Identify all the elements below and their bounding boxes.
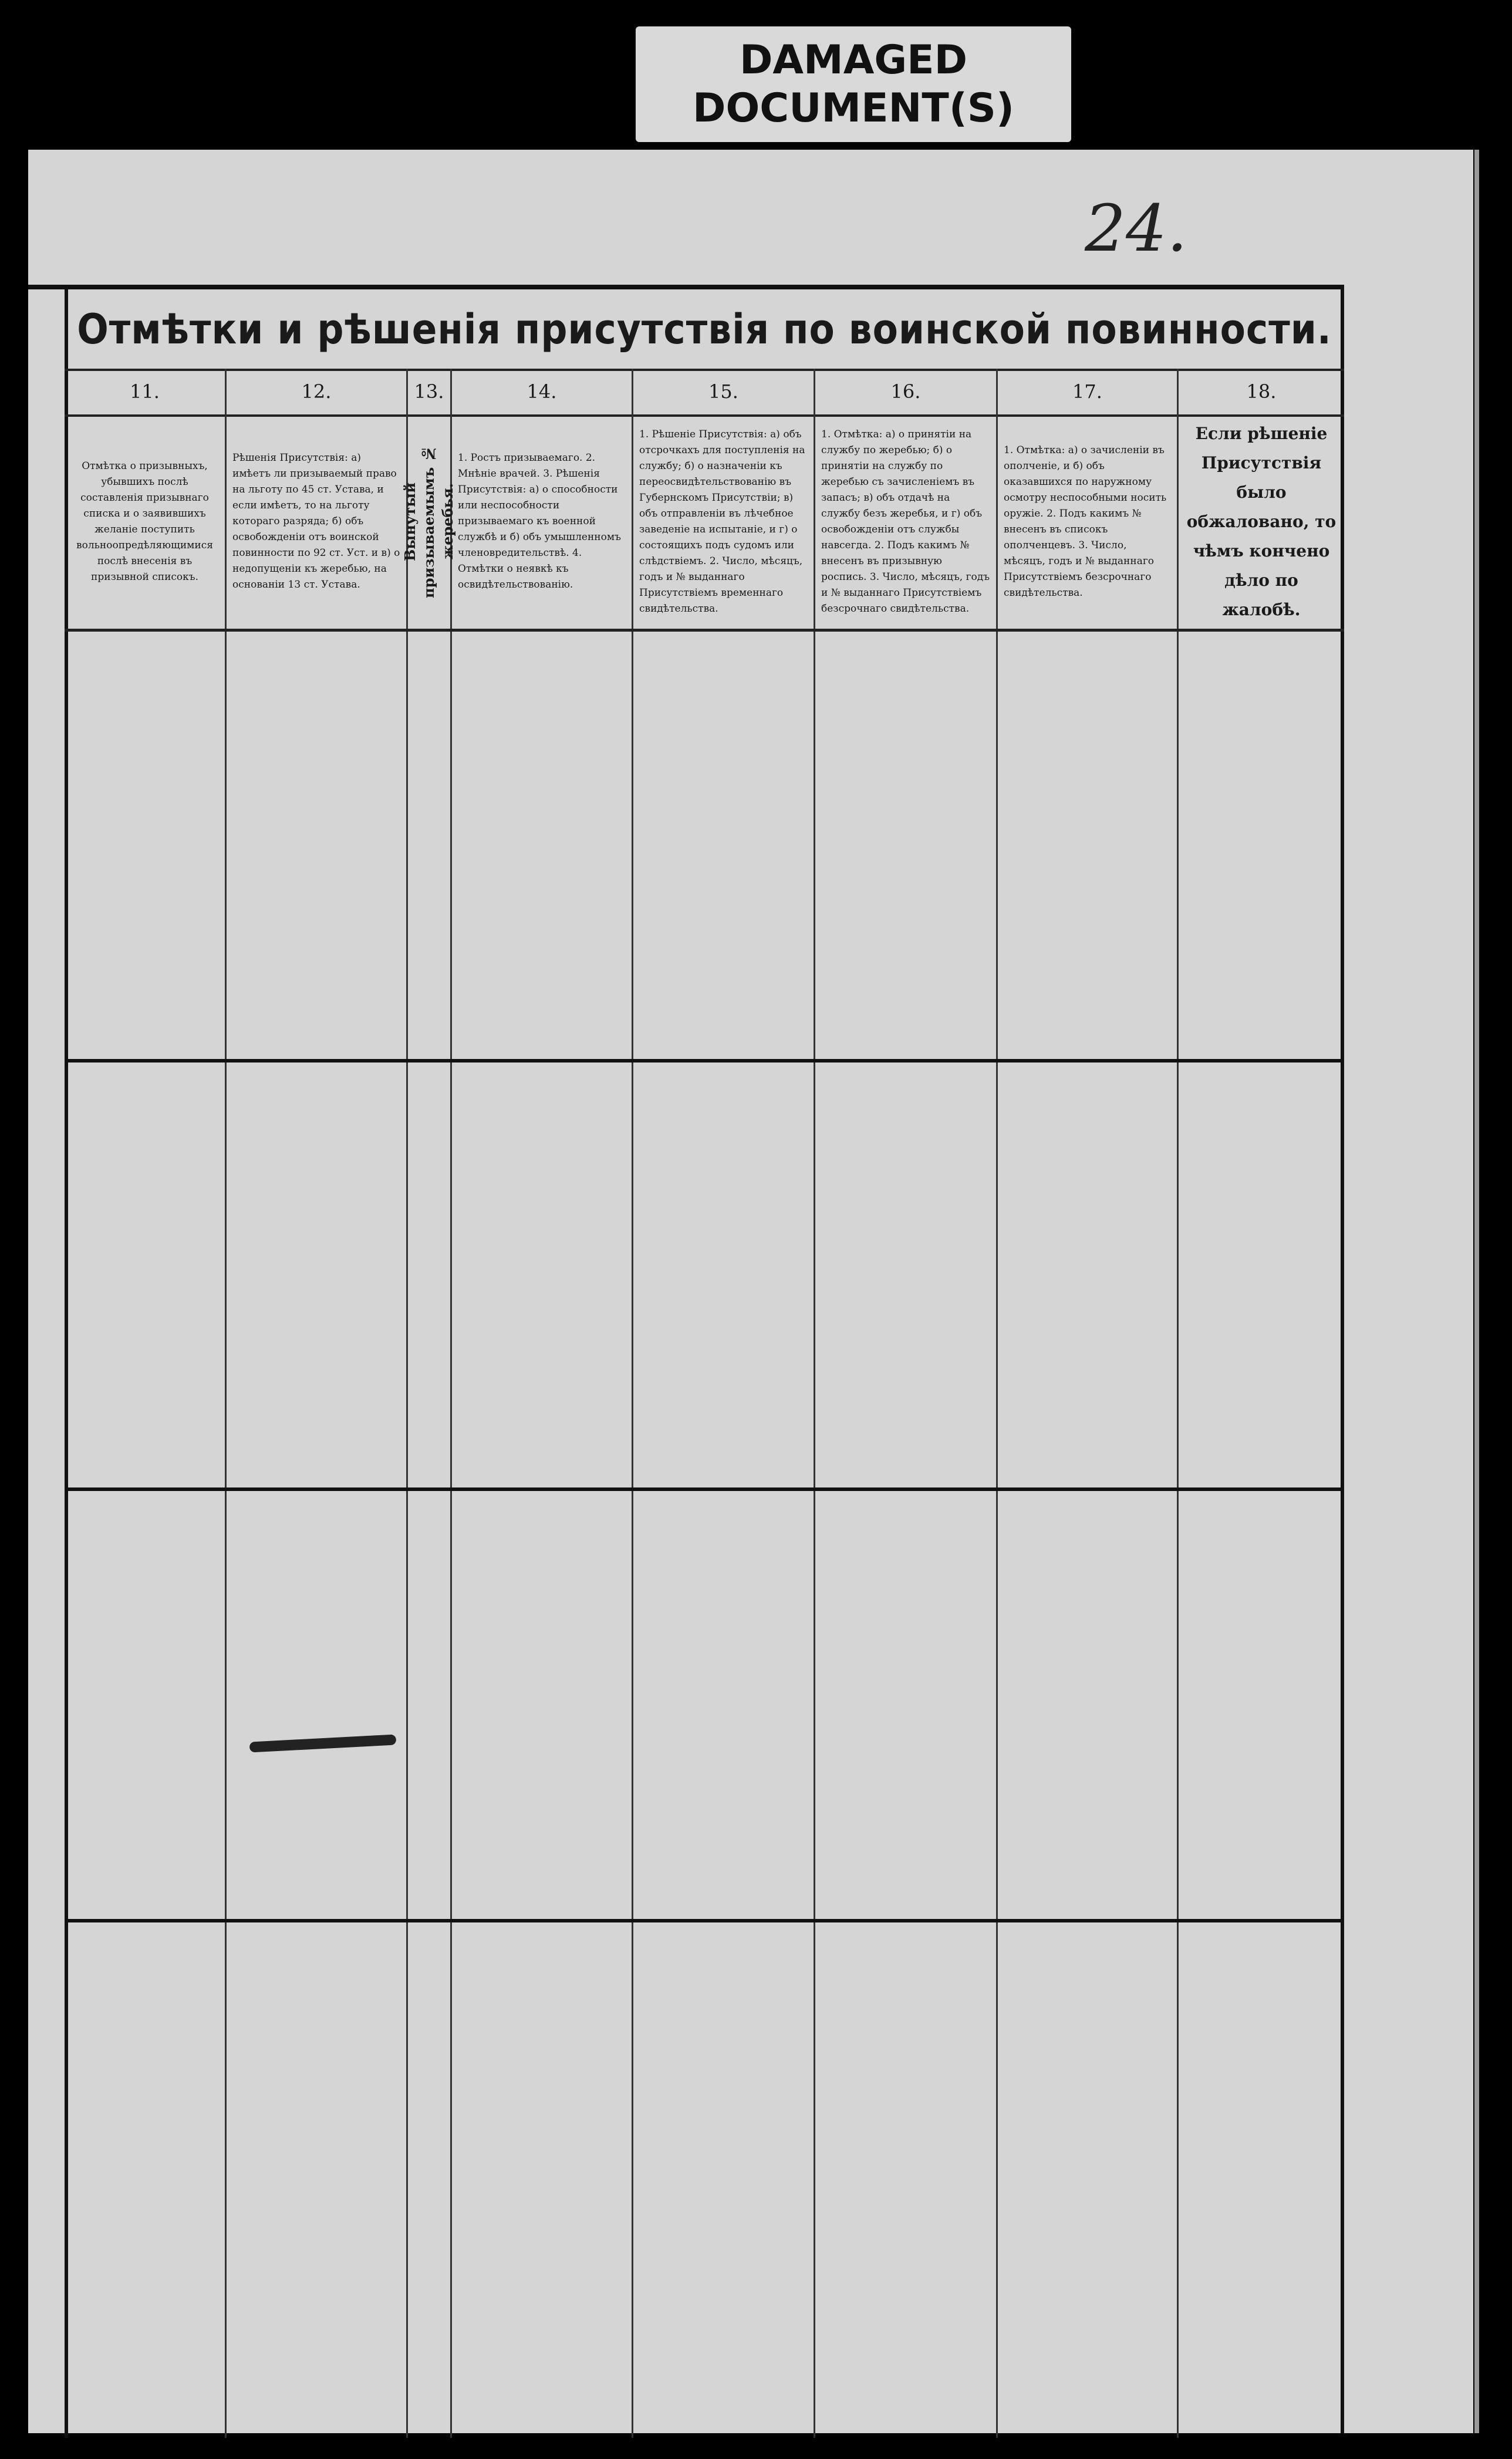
row-divider <box>65 1059 1344 1062</box>
column-divider <box>996 632 998 2438</box>
form-title: Отмѣтки и рѣшенія присутствія по воинской повинности. <box>65 289 1344 371</box>
stamp-line-1: DAMAGED <box>739 36 968 83</box>
column-number-14: 14. <box>452 369 633 414</box>
entry-grid <box>65 632 1344 2438</box>
column-divider <box>632 632 633 2438</box>
column-number-13: 13. <box>408 369 452 414</box>
column-number-15: 15. <box>633 369 815 414</box>
ledger-page <box>28 150 1473 2433</box>
column-header-11: Отмѣтка о призывныхъ, убывшихъ послѣ составленія призывнаго списка и о заявившихъ желаніе поступить вольноопредѣляющимися послѣ внесенія въ призывной списокъ. <box>65 414 227 629</box>
page-number: 24. <box>1085 191 1187 266</box>
column-header-18: Если рѣшеніе Присутствія было обжаловано, то чѣмъ кончено дѣло по жалобѣ. <box>1186 423 1337 619</box>
column-number-12: 12. <box>227 369 408 414</box>
column-header-14: 1. Ростъ призываемаго. 2. Мнѣніе врачей. 3. Рѣшенія Присутствія: а) о способности или неспособности призываемаго къ военной службѣ и б) объ умышленномъ членовредительствѣ. 4. Отмѣтки о неявкѣ къ освидѣтельствованію. <box>452 414 633 629</box>
column-number-16: 16. <box>815 369 998 414</box>
column-header-13: Вынутый призываемымъ № жеребья. <box>401 445 456 598</box>
column-divider <box>814 632 815 2438</box>
column-divider <box>450 632 452 2438</box>
column-headers-row <box>65 414 1344 632</box>
column-header-12: Рѣшенія Присутствія: а) имѣетъ ли призываемый право на льготу по 45 ст. Устава, и если имѣетъ, то на льготу котораго разряда; б) объ освобожденіи отъ воинской повинности по 92 ст. Уст. и в) о недопущеніи къ жеребью, на основаніи 13 ст. Устава. <box>227 414 408 629</box>
column-number-11: 11. <box>65 369 227 414</box>
military-service-form <box>28 285 1344 2433</box>
column-divider <box>225 632 227 2438</box>
stamp-line-2: DOCUMENT(S) <box>693 85 1014 131</box>
column-divider <box>406 632 408 2438</box>
column-numbers-row <box>65 369 1344 417</box>
column-header-16: 1. Отмѣтка: а) о принятіи на службу по жеребью; б) о принятіи на службу по жеребью съ зачисленіемъ въ запасъ; в) объ отдачѣ на службу безъ жеребья, и г) объ освобожденіи отъ службы навсегда. 2. Подъ какимъ № внесенъ въ призывную роспись. 3. Число, мѣсяцъ, годъ и № выданнаго Присутствіемъ безсрочнаго свидѣтельства. <box>815 414 998 629</box>
column-header-13-cell <box>401 414 456 629</box>
page-edge <box>1474 150 1479 2433</box>
column-number-17: 17. <box>998 369 1179 414</box>
row-divider <box>65 1487 1344 1491</box>
column-divider <box>1177 632 1179 2438</box>
column-header-17: 1. Отмѣтка: а) о зачисленіи въ ополченіе, и б) объ оказавшихся по наружному осмотру неспособными носить оружіе. 2. Подъ какимъ № внесенъ въ списокъ ополченцевъ. 3. Число, мѣсяцъ, годъ и № выданнаго Присутствіемъ безсрочнаго свидѣтельства. <box>998 414 1179 629</box>
damaged-document-stamp <box>636 26 1071 142</box>
column-number-18: 18. <box>1246 380 1277 403</box>
column-header-15: 1. Рѣшеніе Присутствія: а) объ отсрочкахъ для поступленія на службу; б) о назначеніи къ переосвидѣтельствованію въ Губернскомъ Присутствіи; в) объ отправленіи въ лѣчебное заведеніе на испытаніе, и г) о состоящихъ подъ судомъ или слѣдствіемъ. 2. Число, мѣсяцъ, годъ и № выданнаго Присутствіемъ временнаго свидѣтельства. <box>633 414 815 629</box>
row-divider <box>65 1919 1344 1922</box>
